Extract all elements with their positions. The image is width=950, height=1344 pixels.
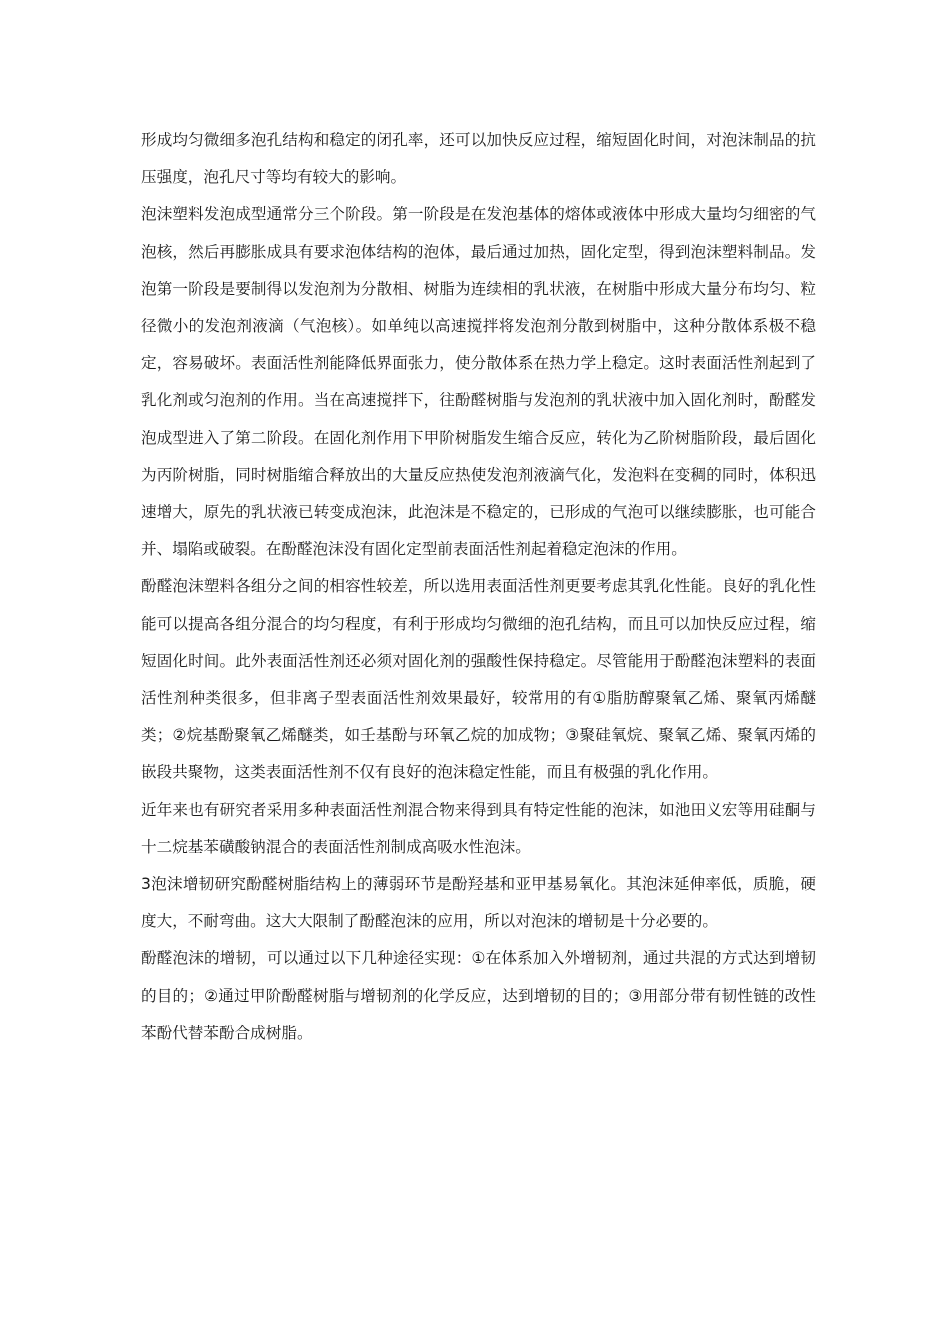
document-body bbox=[141, 122, 816, 1052]
paragraph-toughening-research: 3泡沫增韧研究酚醛树脂结构上的薄弱环节是酚羟基和亚甲基易氧化。其泡沫延伸率低，质脆，硬度大，不耐弯曲。这大大限制了酚醛泡沫的应用，所以对泡沫的增韧是十分必要的。 bbox=[141, 875, 816, 931]
paragraph-foam-properties: 形成均匀微细多泡孔结构和稳定的闭孔率，还可以加快反应过程，缩短固化时间，对泡沫制品的抗压强度，泡孔尺寸等均有较大的影响。 bbox=[141, 131, 816, 187]
paragraph-surfactant-mixtures: 近年来也有研究者采用多种表面活性剂混合物来得到具有特定性能的泡沫，如池田义宏等用硅酮与十二烷基苯磺酸钠混合的表面活性剂制成高吸水性泡沫。 bbox=[141, 800, 816, 856]
paragraph-toughening-methods: 酚醛泡沫的增韧，可以通过以下几种途径实现：①在体系加入外增韧剂，通过共混的方式达到增韧的目的；②通过甲阶酚醛树脂与增韧剂的化学反应，达到增韧的目的；③用部分带有韧性链的改性苯酚代替苯酚合成树脂。 bbox=[141, 949, 816, 1042]
paragraph-foaming-stages: 泡沫塑料发泡成型通常分三个阶段。第一阶段是在发泡基体的熔体或液体中形成大量均匀细密的气泡核，然后再膨胀成具有要求泡体结构的泡体，最后通过加热，固化定型，得到泡沫塑料制品。发泡第一阶段是要制得以发泡剂为分散相、树脂为连续相的乳状液，在树脂中形成大量分布均匀、粒径微小的发泡剂液滴（气泡核）。如单纯以高速搅拌将发泡剂分散到树脂中，这种分散体系极不稳定，容易破坏。表面活性剂能降低界面张力，使分散体系在热力学上稳定。这时表面活性剂起到了乳化剂或匀泡剂的作用。当在高速搅拌下，往酚醛树脂与发泡剂的乳状液中加入固化剂时，酚醛发泡成型进入了第二阶段。在固化剂作用下甲阶树脂发生缩合反应，转化为乙阶树脂阶段，最后固化为丙阶树脂，同时树脂缩合释放出的大量反应热使发泡剂液滴气化，发泡料在变稠的同时，体积迅速增大，原先的乳状液已转变成泡沫，此泡沫是不稳定的，已形成的气泡可以继续膨胀，也可能合并、塌陷或破裂。在酚醛泡沫没有固化定型前表面活性剂起着稳定泡沫的作用。 bbox=[141, 205, 816, 559]
paragraph-surfactant-selection: 酚醛泡沫塑料各组分之间的相容性较差，所以选用表面活性剂更要考虑其乳化性能。良好的乳化性能可以提高各组分混合的均匀程度，有利于形成均匀微细的泡孔结构，而且可以加快反应过程，缩短固化时间。此外表面活性剂还必须对固化剂的强酸性保持稳定。尽管能用于酚醛泡沫塑料的表面活性剂种类很多，但非离子型表面活性剂效果最好，较常用的有①脂肪醇聚氧乙烯、聚氧丙烯醚类；②烷基酚聚氧乙烯醚类，如壬基酚与环氧乙烷的加成物；③聚硅氧烷、聚氧乙烯、聚氧丙烯的嵌段共聚物，这类表面活性剂不仅有良好的泡沫稳定性能，而且有极强的乳化作用。 bbox=[141, 577, 816, 782]
